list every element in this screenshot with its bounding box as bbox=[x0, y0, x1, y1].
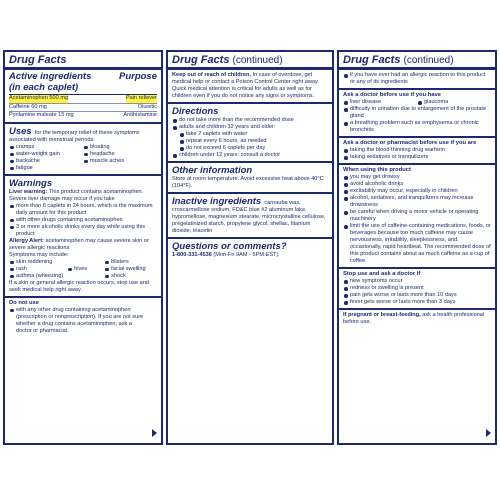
list-item: with any other drug containing acetaminophen (prescription or nonprescription). If you are not sure whether a drug contains acetaminophen, ask a doctor or pharmacist. bbox=[9, 307, 157, 335]
ask-pharmacist-section bbox=[339, 138, 495, 165]
list-item: headache bbox=[83, 151, 157, 158]
list-item: a breathing problem such as emphysema or chronic bronchitis bbox=[343, 120, 491, 134]
stop-use-list bbox=[343, 278, 491, 306]
directions-section bbox=[168, 104, 332, 163]
inactive-ingredients-section bbox=[168, 194, 332, 239]
phone-number[interactable]: 1-800-331-4536 bbox=[172, 252, 212, 258]
ask-pharmacist-list bbox=[343, 147, 491, 161]
warnings-section bbox=[5, 176, 161, 298]
ingredient-row: Caffeine 60 mg Diuretic bbox=[9, 104, 157, 113]
allergy-alert: Allergy Alert: acetaminophen may cause severe skin or severe allergic reactions bbox=[9, 237, 149, 251]
pregnancy-section bbox=[339, 310, 495, 328]
liver-warning: Liver warning: This product contains acetaminophen. Severe liver damage may occur if you take bbox=[9, 188, 144, 202]
do-not-use-title: Do not use bbox=[9, 299, 39, 306]
directions-title: Directions bbox=[172, 106, 219, 117]
ask-doctor-section bbox=[339, 90, 495, 138]
inactive-ingredients-title: Inactive ingredients bbox=[172, 196, 262, 207]
list-item: facial swelling bbox=[104, 266, 157, 273]
reaction-text: If a skin or general allergic reaction occurs, stop use and seek medical help right away. bbox=[9, 279, 149, 293]
list-item: children under 12 years: consult a doctor bbox=[172, 152, 328, 159]
list-item: liver disease bbox=[343, 99, 417, 106]
allergic-section bbox=[339, 70, 495, 90]
when-using-section bbox=[339, 165, 495, 269]
directions-list-end bbox=[172, 152, 328, 159]
uses-title: Uses bbox=[9, 125, 32, 137]
other-information-title: Other information bbox=[172, 165, 253, 176]
list-item: taking the blood thinning drug warfarin bbox=[343, 147, 491, 154]
ask-doctor-list bbox=[343, 106, 491, 134]
ask-doctor-grid bbox=[343, 99, 491, 106]
continue-arrow-icon bbox=[152, 429, 157, 437]
list-item: backache bbox=[9, 158, 83, 165]
continue-arrow-icon bbox=[486, 429, 491, 437]
when-using-list bbox=[343, 174, 491, 265]
list-item: avoid alcoholic drinks bbox=[343, 181, 491, 188]
ask-pharmacist-title: Ask a doctor or pharmacist before use if you are bbox=[343, 140, 477, 146]
do-not-use-list bbox=[9, 307, 157, 335]
do-not-use-section bbox=[5, 298, 161, 337]
list-item: bloating bbox=[83, 144, 157, 151]
inactive-ingredients-text: Inactive ingredients carnauba wax, croscarmellose sodium, FD&C blue #2 aluminum lake, hypromellose, magnesium stearate, microcrystalline cellulose, pregelatinized starch, propylene glycol, shellac, titanium dioxide, triacetin bbox=[172, 196, 326, 234]
questions-section bbox=[168, 239, 332, 261]
list-item: new symptoms occur bbox=[343, 278, 491, 285]
list-item: if you have ever had an allergic reaction to this product or any of its ingredients bbox=[343, 72, 491, 86]
active-ingredients-section bbox=[5, 70, 161, 124]
list-item: limit the use of caffeine-containing medications, foods, or beverages because too much caffeine may cause nervousness, irritability, sleeplessness, and, occasionally, rapid heartbeat. The recommended dose of this product contains about as much caffeine as a cup of coffee. bbox=[343, 223, 491, 265]
active-ingredients-heading: Active ingredients Purpose bbox=[9, 71, 157, 82]
drug-facts-panel-1 bbox=[3, 50, 163, 445]
directions-list bbox=[172, 117, 328, 131]
symptoms-list bbox=[9, 259, 157, 280]
list-item: do not take more than the recommended dose bbox=[172, 117, 328, 124]
list-item: fatigue bbox=[9, 165, 83, 172]
liver-list bbox=[9, 203, 157, 238]
list-item: redness or swelling is present bbox=[343, 285, 491, 292]
drug-facts-panel-2 bbox=[166, 50, 334, 445]
list-item: more than 6 caplets in 24 hours, which is the maximum daily amount for this product bbox=[9, 203, 157, 217]
list-item: skin reddening bbox=[9, 259, 104, 266]
panel-header: Drug Facts (continued) bbox=[168, 52, 332, 70]
questions-title: Questions or comments? bbox=[172, 241, 287, 252]
list-item: alcohol, sedatives, and tranquilizers may increase drowsiness bbox=[343, 195, 491, 209]
stop-use-section bbox=[339, 269, 495, 310]
list-item: cramps bbox=[9, 144, 83, 151]
list-item: blisters bbox=[104, 259, 157, 266]
list-item: be careful when driving a motor vehicle or operating machinery bbox=[343, 209, 491, 223]
list-item: fever gets worse or lasts more than 3 days bbox=[343, 299, 491, 306]
list-item: rash bbox=[9, 266, 67, 273]
list-item: glaucoma bbox=[417, 99, 491, 106]
directions-sublist bbox=[172, 131, 328, 152]
warnings-title: Warnings bbox=[9, 177, 53, 189]
list-item: shock bbox=[104, 273, 157, 280]
list-item: adults and children 12 years and older: bbox=[172, 124, 328, 131]
list-item: hives bbox=[67, 266, 104, 273]
ask-doctor-title: Ask a doctor before use if you have bbox=[343, 92, 441, 98]
drug-facts-panel-3 bbox=[337, 50, 497, 445]
allergic-list bbox=[343, 72, 491, 86]
keep-out-text: Keep out of reach of children. In case of overdose, get medical help or contact a Poison Control Center right away. Quick medical attention is critical for adults as well as for children even if you do not notice any signs or symptoms. bbox=[172, 72, 319, 99]
panel-header: Drug Facts (continued) bbox=[339, 52, 495, 70]
uses-list bbox=[9, 144, 157, 172]
panel-header: Drug Facts bbox=[5, 52, 161, 70]
list-item: taking sedatives or tranquilizers bbox=[343, 154, 491, 161]
other-information-section bbox=[168, 163, 332, 194]
keep-out-section bbox=[168, 70, 332, 104]
when-using-title: When using this product bbox=[343, 167, 411, 173]
caplet-subheading: (in each caplet) bbox=[9, 82, 157, 95]
list-item: pain gets worse or lasts more than 10 days bbox=[343, 292, 491, 299]
uses-section bbox=[5, 124, 161, 176]
uses-text: Uses for the temporary relief of these symptoms associated with menstrual periods: bbox=[9, 125, 140, 143]
stop-use-title: Stop use and ask a doctor if bbox=[343, 271, 421, 277]
list-item: excitability may occur, especially in children bbox=[343, 188, 491, 195]
list-item: difficulty in urination due to enlargement of the prostate gland bbox=[343, 106, 491, 120]
list-item: you may get drowsy bbox=[343, 174, 491, 181]
list-item: muscle aches bbox=[83, 158, 157, 165]
list-item: repeat every 6 hours, as needed bbox=[172, 138, 328, 145]
list-item: 3 or more alcoholic drinks every day while using this product bbox=[9, 224, 157, 238]
ingredient-row: Pyrilamine maleate 15 mg Antihistamine bbox=[9, 112, 157, 118]
list-item: asthma (wheezing) bbox=[9, 273, 104, 280]
other-information-text: Store at room temperature. Avoid excessive heat above 40°C (104°F). bbox=[172, 176, 324, 189]
pregnancy-text: If pregnant or breast-feeding, ask a health professional before use. bbox=[343, 312, 485, 325]
symptoms-text: Symptoms may include: bbox=[9, 251, 69, 258]
ingredient-row: Acetaminophen 500 mg Pain reliever bbox=[9, 95, 157, 104]
list-item: with other drugs containing acetaminophen bbox=[9, 217, 157, 224]
list-item: take 2 caplets with water bbox=[172, 131, 328, 138]
list-item: water-weight gain bbox=[9, 151, 83, 158]
list-item: do not exceed 6 caplets per day bbox=[172, 145, 328, 152]
phone-line: 1-800-331-4536 (Mon-Fri 9AM - 5PM EST) bbox=[172, 252, 279, 258]
